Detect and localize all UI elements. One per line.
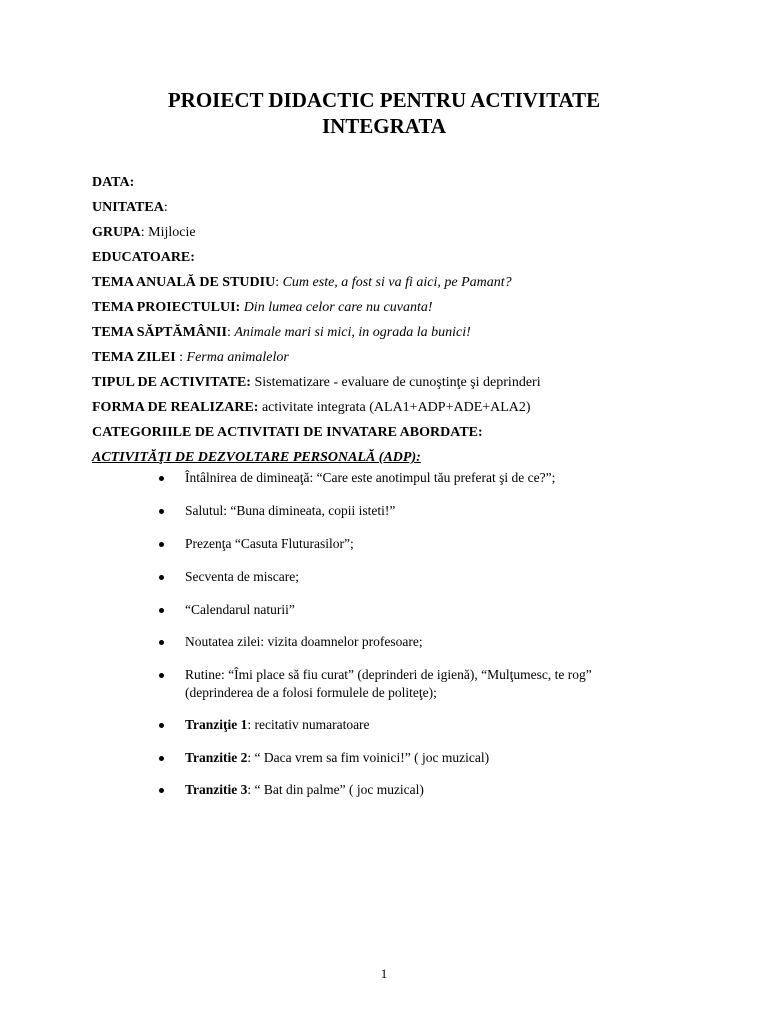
list-item-text: Prezenţa “Casuta Fluturasilor”; xyxy=(185,536,354,551)
bullet-icon xyxy=(159,756,164,761)
field-forma-realizare xyxy=(92,399,531,417)
bullet-icon xyxy=(159,673,164,678)
list-item-bold: Tranzitie 2 xyxy=(185,750,248,765)
document-title-line-1: PROIECT DIDACTIC PENTRU ACTIVITATE xyxy=(167,88,601,112)
list-item-text: : recitativ numaratoare xyxy=(247,717,370,732)
list-item-text: Secventa de miscare; xyxy=(185,569,299,584)
bullet-icon xyxy=(159,542,164,547)
bullet-icon xyxy=(159,788,164,793)
list-item-text: Noutatea zilei: vizita doamnelor profesoare; xyxy=(185,634,423,649)
field-categoriile xyxy=(92,424,483,442)
field-tema-saptamanii-label: TEMA SĂPTĂMÂNII xyxy=(92,325,227,340)
field-categoriile-label: CATEGORIILE DE ACTIVITATI DE INVATARE ABORDATE: xyxy=(92,425,483,440)
list-item-text: : “ Daca vrem sa fim voinici!” ( joc muzical) xyxy=(247,750,490,765)
field-tema-anuala-value: Cum este, a fost si va fi aici, pe Pamant? xyxy=(282,275,512,290)
field-educatoare xyxy=(92,249,195,267)
field-tema-saptamanii-value: Animale mari si mici, in ograda la bunici! xyxy=(234,325,471,340)
field-data xyxy=(92,174,134,192)
field-tema-anuala-separator: : xyxy=(275,275,283,290)
field-grupa-label: GRUPA xyxy=(92,225,141,240)
field-grupa-value: Mijlocie xyxy=(148,225,196,240)
list-item-bold: Tranziţie 1 xyxy=(185,717,248,732)
field-forma-realizare-label: FORMA DE REALIZARE: xyxy=(92,400,259,415)
bullet-icon xyxy=(159,640,164,645)
bullet-icon xyxy=(159,723,164,728)
list-item-bold: Tranzitie 3 xyxy=(185,782,248,797)
field-tema-zilei xyxy=(92,349,289,367)
field-unitatea-separator: : xyxy=(163,200,168,215)
list-item-text: : “ Bat din palme” ( joc muzical) xyxy=(247,782,424,797)
field-tipul-activitate-label: TIPUL DE ACTIVITATE: xyxy=(92,375,251,390)
bullet-icon xyxy=(159,608,164,613)
field-forma-realizare-value: activitate integrata (ALA1+ADP+ADE+ALA2) xyxy=(261,400,531,415)
field-tema-zilei-label: TEMA ZILEI xyxy=(92,350,176,365)
field-tema-proiectului-label: TEMA PROIECTULUI: xyxy=(92,300,241,315)
field-tipul-activitate-value: Sistematizare - evaluare de cunoştinţe şi deprinderi xyxy=(254,375,541,390)
field-tema-zilei-separator: : xyxy=(175,350,187,365)
field-tema-saptamanii xyxy=(92,324,471,342)
list-item-text: Întâlnirea de dimineaţă: “Care este anotimpul tău preferat şi de ce?”; xyxy=(185,470,556,485)
field-tema-anuala-label: TEMA ANUALĂ DE STUDIU xyxy=(92,275,276,290)
field-educatoare-label: EDUCATOARE: xyxy=(92,250,195,265)
field-unitatea-label: UNITATEA xyxy=(92,200,164,215)
page-number: 1 xyxy=(380,966,388,981)
field-grupa-separator: : xyxy=(140,225,149,240)
field-tema-proiectului-value: Din lumea celor care nu cuvanta! xyxy=(243,300,433,315)
bullet-icon xyxy=(159,509,164,514)
field-grupa xyxy=(92,224,196,242)
list-item-text: Salutul: “Buna dimineata, copii isteti!” xyxy=(185,503,396,518)
list-item-text: “Calendarul naturii” xyxy=(185,602,295,617)
field-tema-proiectului xyxy=(92,299,433,317)
section-heading-adp: ACTIVITĂŢI DE DEZVOLTARE PERSONALĂ (ADP): xyxy=(92,450,421,465)
field-unitatea xyxy=(92,199,168,217)
list-item-text: Rutine: “Îmi place să fiu curat” (deprinderi de igienă), “Mulţumesc, te rog” xyxy=(185,667,592,682)
list-item-text-continuation: (deprinderea de a folosi formulele de politeţe); xyxy=(185,685,437,700)
document-title-line-2: INTEGRATA xyxy=(321,114,447,138)
field-tema-saptamanii-separator: : xyxy=(226,325,235,340)
bullet-icon xyxy=(159,575,164,580)
field-data-label: DATA: xyxy=(92,175,135,190)
field-tema-zilei-value: Ferma animalelor xyxy=(186,350,289,365)
bullet-icon xyxy=(159,476,164,481)
field-tipul-activitate xyxy=(92,374,541,392)
field-tema-anuala xyxy=(92,274,512,292)
